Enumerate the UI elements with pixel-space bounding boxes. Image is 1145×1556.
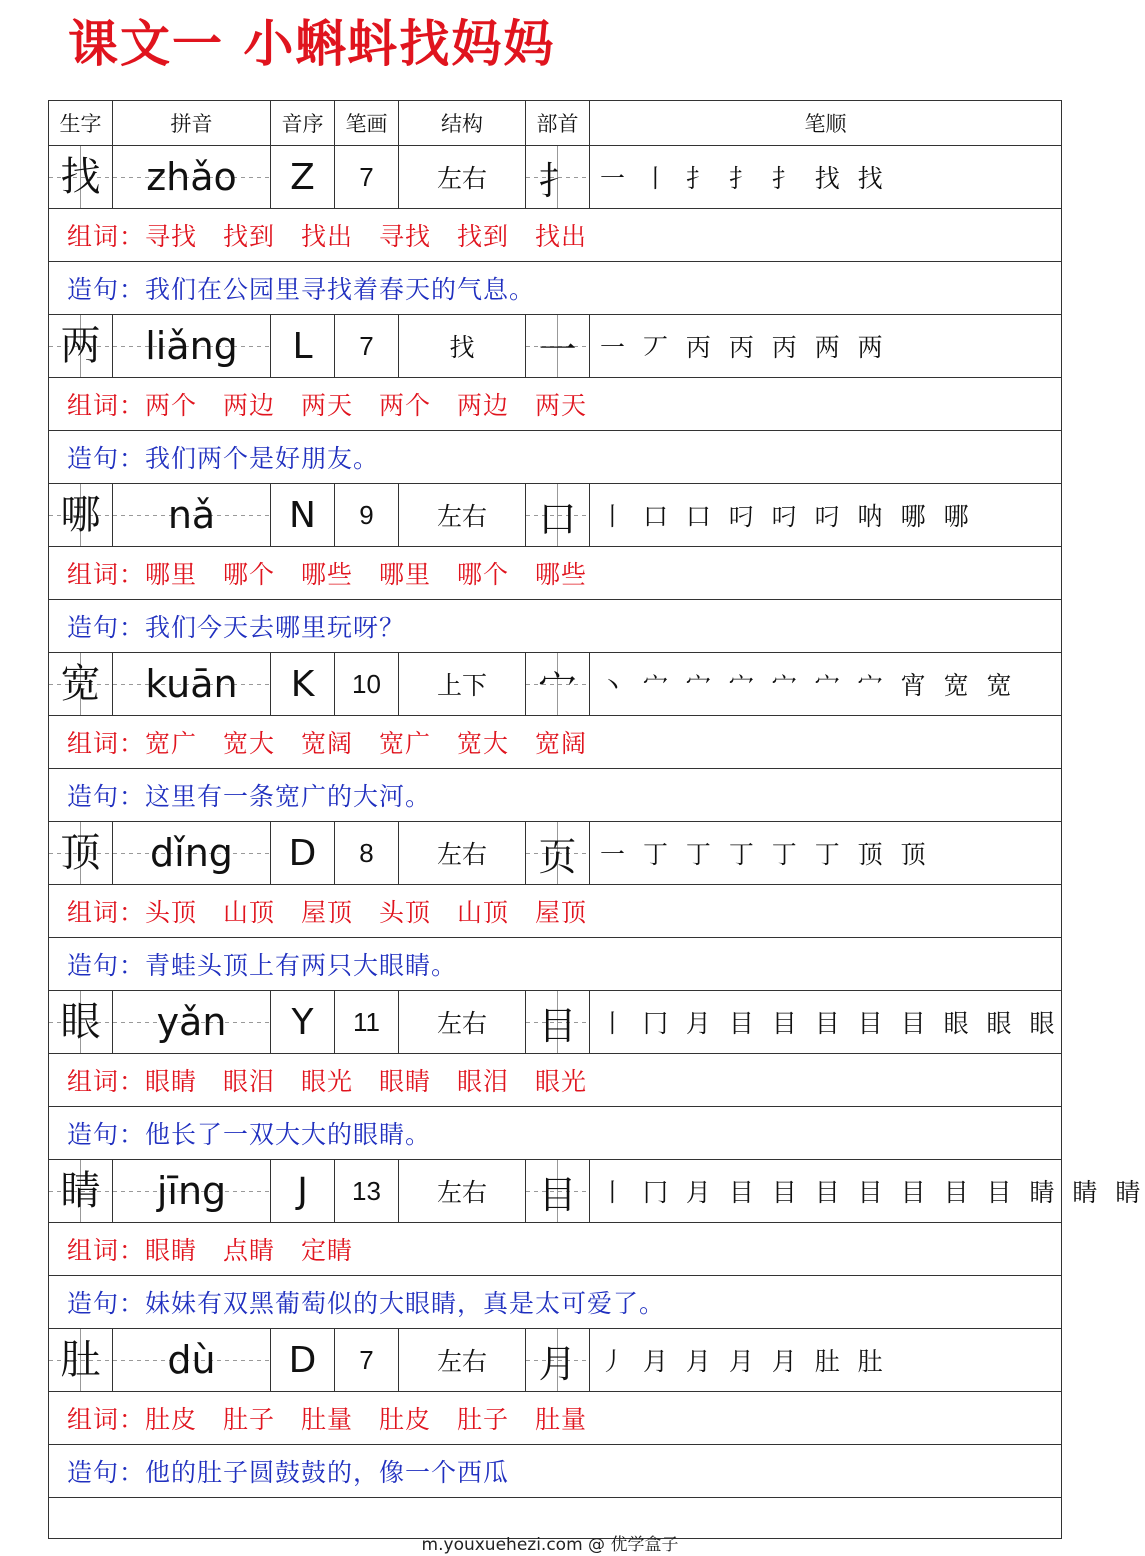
zuci-label: 组词： bbox=[67, 898, 146, 927]
page-title: 课文一 小蝌蚪找妈妈 bbox=[68, 14, 556, 73]
jiegou-cell: 上下 bbox=[399, 653, 526, 716]
zaoju-cell bbox=[49, 938, 1062, 991]
zaoju-row bbox=[49, 262, 1062, 315]
zuci-row bbox=[49, 209, 1062, 262]
zaoju-cell bbox=[49, 1445, 1062, 1498]
yinxu-cell: Y bbox=[271, 991, 335, 1054]
zuci-cell bbox=[49, 1054, 1062, 1107]
zuci-label: 组词： bbox=[67, 1236, 146, 1265]
zaoju-row bbox=[49, 938, 1062, 991]
bishun-cell: 一 丆 丙 丙 丙 两 两 bbox=[590, 315, 1062, 378]
zaoju-sentence: 这里有一条宽广的大河。 bbox=[145, 782, 432, 811]
zaoju-row bbox=[49, 431, 1062, 484]
zaoju-cell bbox=[49, 431, 1062, 484]
yinxu-cell: D bbox=[271, 1329, 335, 1392]
zuci-row bbox=[49, 1054, 1062, 1107]
zaoju-label: 造句： bbox=[67, 951, 146, 980]
bihua-cell: 8 bbox=[335, 822, 399, 885]
char-row bbox=[49, 653, 1062, 716]
zuci-words: 肚皮 肚子 肚量 肚皮 肚子 肚量 bbox=[145, 1405, 588, 1434]
zuci-words: 眼睛 眼泪 眼光 眼睛 眼泪 眼光 bbox=[145, 1067, 588, 1096]
bihua-cell: 11 bbox=[335, 991, 399, 1054]
bushou-cell: 目 bbox=[526, 1160, 590, 1223]
zuci-cell bbox=[49, 1392, 1062, 1445]
zuci-cell bbox=[49, 1223, 1062, 1276]
yinxu-cell: Z bbox=[271, 146, 335, 209]
bihua-cell: 10 bbox=[335, 653, 399, 716]
bishun-cell: 丨 冂 月 目 目 目 目 目 目 目 睛 睛 睛 bbox=[590, 1160, 1062, 1223]
zaoju-cell bbox=[49, 769, 1062, 822]
zaoju-row bbox=[49, 600, 1062, 653]
pinyin-cell: kuān bbox=[113, 653, 271, 716]
zuci-words: 眼睛 点睛 定睛 bbox=[145, 1236, 354, 1265]
footer-source: m.youxuehezi.com @ 优学盒子 bbox=[421, 1535, 679, 1555]
pinyin-cell: yǎn bbox=[113, 991, 271, 1054]
zaoju-label: 造句： bbox=[67, 275, 146, 304]
yinxu-cell: N bbox=[271, 484, 335, 547]
zaoju-row bbox=[49, 1276, 1062, 1329]
jiegou-cell: 左右 bbox=[399, 146, 526, 209]
zuci-cell bbox=[49, 716, 1062, 769]
bushou-cell: 目 bbox=[526, 991, 590, 1054]
zuci-cell bbox=[49, 209, 1062, 262]
zaoju-sentence: 青蛙头顶上有两只大眼睛。 bbox=[145, 951, 458, 980]
zuci-label: 组词： bbox=[67, 729, 146, 758]
character-table bbox=[48, 100, 1145, 1539]
zaoju-cell bbox=[49, 1276, 1062, 1329]
bishun-cell: 一 丁 丁 丁 丁 丁 顶 顶 bbox=[590, 822, 1062, 885]
zaoju-label: 造句： bbox=[67, 444, 146, 473]
header-bishun: 笔顺 bbox=[590, 101, 1062, 146]
jiegou-cell: 左右 bbox=[399, 991, 526, 1054]
bishun-cell: 丶 宀 宀 宀 宀 宀 宀 宵 宽 宽 bbox=[590, 653, 1062, 716]
zaoju-cell bbox=[49, 262, 1062, 315]
zuci-row bbox=[49, 1223, 1062, 1276]
zaoju-label: 造句： bbox=[67, 782, 146, 811]
header-jiegou: 结构 bbox=[399, 101, 526, 146]
bushou-cell: 一 bbox=[526, 315, 590, 378]
pinyin-cell: nǎ bbox=[113, 484, 271, 547]
header-pinyin: 拼音 bbox=[113, 101, 271, 146]
zaoju-sentence: 我们今天去哪里玩呀？ bbox=[145, 613, 406, 642]
char-row bbox=[49, 484, 1062, 547]
zaoju-sentence: 妹妹有双黑葡萄似的大眼睛，真是太可爱了。 bbox=[145, 1289, 666, 1318]
shengzi-cell: 找 bbox=[49, 146, 113, 209]
char-row bbox=[49, 1160, 1062, 1223]
bihua-cell: 7 bbox=[335, 315, 399, 378]
zuci-row bbox=[49, 885, 1062, 938]
zaoju-cell bbox=[49, 600, 1062, 653]
zuci-label: 组词： bbox=[67, 391, 146, 420]
bihua-cell: 7 bbox=[335, 146, 399, 209]
bushou-cell: 月 bbox=[526, 1329, 590, 1392]
bushou-cell: 宀 bbox=[526, 653, 590, 716]
yinxu-cell: J bbox=[271, 1160, 335, 1223]
shengzi-cell: 哪 bbox=[49, 484, 113, 547]
bushou-cell: 扌 bbox=[526, 146, 590, 209]
jiegou-cell: 左右 bbox=[399, 1329, 526, 1392]
zuci-row bbox=[49, 716, 1062, 769]
bishun-cell: 丿 月 月 月 月 肚 肚 bbox=[590, 1329, 1062, 1392]
bishun-cell: 一 丨 扌 扌 扌 找 找 bbox=[590, 146, 1062, 209]
zaoju-sentence: 他长了一双大大的眼睛。 bbox=[145, 1120, 432, 1149]
yinxu-cell: D bbox=[271, 822, 335, 885]
shengzi-cell: 睛 bbox=[49, 1160, 113, 1223]
shengzi-cell: 眼 bbox=[49, 991, 113, 1054]
zuci-row bbox=[49, 547, 1062, 600]
pinyin-cell: dù bbox=[113, 1329, 271, 1392]
zuci-label: 组词： bbox=[67, 1067, 146, 1096]
jiegou-cell: 左右 bbox=[399, 484, 526, 547]
bishun-cell: 丨 口 口 叼 叼 叼 呐 哪 哪 bbox=[590, 484, 1062, 547]
zaoju-cell bbox=[49, 1107, 1062, 1160]
shengzi-cell: 宽 bbox=[49, 653, 113, 716]
zuci-cell bbox=[49, 885, 1062, 938]
zaoju-sentence: 他的肚子圆鼓鼓的，像一个西瓜 bbox=[145, 1458, 510, 1487]
zuci-label: 组词： bbox=[67, 222, 146, 251]
zuci-row bbox=[49, 378, 1062, 431]
zaoju-row bbox=[49, 1107, 1062, 1160]
bihua-cell: 9 bbox=[335, 484, 399, 547]
bihua-cell: 7 bbox=[335, 1329, 399, 1392]
yinxu-cell: L bbox=[271, 315, 335, 378]
zaoju-sentence: 我们两个是好朋友。 bbox=[145, 444, 380, 473]
char-row bbox=[49, 315, 1062, 378]
char-row bbox=[49, 1329, 1062, 1392]
shengzi-cell: 肚 bbox=[49, 1329, 113, 1392]
bushou-cell: 口 bbox=[526, 484, 590, 547]
zaoju-label: 造句： bbox=[67, 613, 146, 642]
zaoju-row bbox=[49, 769, 1062, 822]
zuci-words: 宽广 宽大 宽阔 宽广 宽大 宽阔 bbox=[145, 729, 588, 758]
shengzi-cell: 顶 bbox=[49, 822, 113, 885]
zuci-label: 组词： bbox=[67, 560, 146, 589]
pinyin-cell: liǎng bbox=[113, 315, 271, 378]
header-row bbox=[49, 101, 1062, 146]
pinyin-cell: jīng bbox=[113, 1160, 271, 1223]
pinyin-cell: zhǎo bbox=[113, 146, 271, 209]
zuci-words: 哪里 哪个 哪些 哪里 哪个 哪些 bbox=[145, 560, 588, 589]
char-row bbox=[49, 146, 1062, 209]
jiegou-cell: 左右 bbox=[399, 822, 526, 885]
zaoju-label: 造句： bbox=[67, 1289, 146, 1318]
jiegou-cell: 找 bbox=[399, 315, 526, 378]
char-row bbox=[49, 991, 1062, 1054]
zaoju-sentence: 我们在公园里寻找着春天的气息。 bbox=[145, 275, 536, 304]
yinxu-cell: K bbox=[271, 653, 335, 716]
zuci-words: 寻找 找到 找出 寻找 找到 找出 bbox=[145, 222, 588, 251]
header-bushou: 部首 bbox=[526, 101, 590, 146]
jiegou-cell: 左右 bbox=[399, 1160, 526, 1223]
char-row bbox=[49, 822, 1062, 885]
bishun-cell: 丨 冂 月 目 目 目 目 目 眼 眼 眼 bbox=[590, 991, 1062, 1054]
zaoju-label: 造句： bbox=[67, 1120, 146, 1149]
header-shengzi: 生字 bbox=[49, 101, 113, 146]
shengzi-cell: 两 bbox=[49, 315, 113, 378]
zuci-cell bbox=[49, 378, 1062, 431]
bushou-cell: 页 bbox=[526, 822, 590, 885]
zuci-row bbox=[49, 1392, 1062, 1445]
bihua-cell: 13 bbox=[335, 1160, 399, 1223]
zaoju-row bbox=[49, 1445, 1062, 1498]
zuci-words: 头顶 山顶 屋顶 头顶 山顶 屋顶 bbox=[145, 898, 588, 927]
header-bihua: 笔画 bbox=[335, 101, 399, 146]
header-yinxu: 音序 bbox=[271, 101, 335, 146]
zaoju-label: 造句： bbox=[67, 1458, 146, 1487]
zuci-cell bbox=[49, 547, 1062, 600]
pinyin-cell: dǐng bbox=[113, 822, 271, 885]
zuci-label: 组词： bbox=[67, 1405, 146, 1434]
zuci-words: 两个 两边 两天 两个 两边 两天 bbox=[145, 391, 588, 420]
